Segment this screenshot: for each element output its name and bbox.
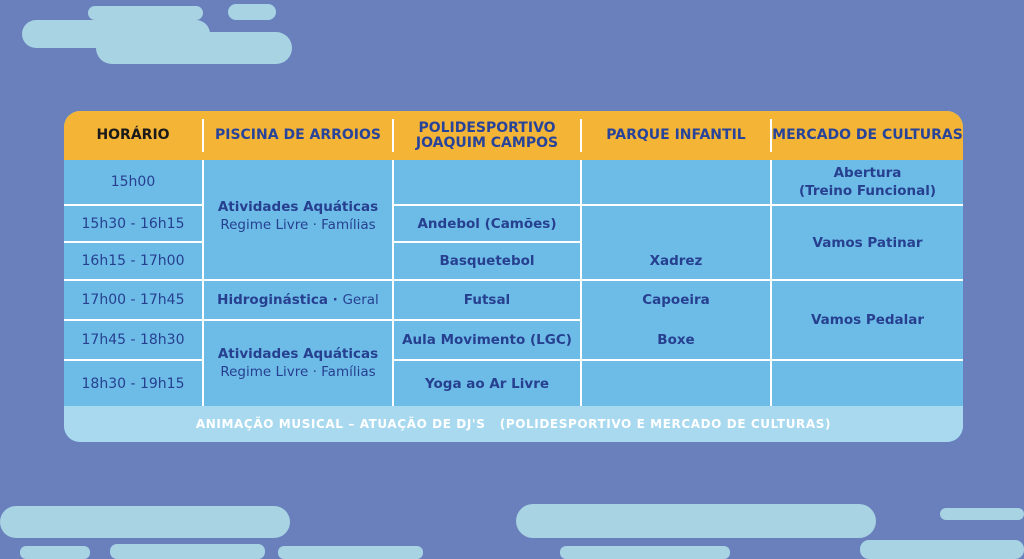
time-slot	[64, 361, 202, 406]
time-slot	[64, 321, 202, 359]
schedule-table	[64, 111, 963, 442]
header-divider	[202, 119, 204, 152]
cloud-decoration	[96, 32, 292, 64]
header-mercado-label: MERCADO DE CULTURAS	[772, 127, 963, 143]
activity-title: Yoga ao Ar Livre	[424, 375, 550, 392]
cloud-decoration	[516, 504, 876, 538]
hidro-line	[217, 291, 379, 309]
bullet-separator: ·	[327, 292, 343, 308]
cloud-decoration	[560, 546, 730, 559]
header-time-label: HORÁRIO	[96, 127, 170, 143]
activity-title: Atividades Aquáticas	[217, 199, 379, 215]
poli-aula-movimento	[394, 321, 580, 359]
activity-title: Andebol (Camões)	[417, 215, 557, 232]
header-piscina	[204, 111, 392, 160]
time-slot	[64, 243, 202, 279]
footer-banner	[64, 406, 963, 442]
header-polidesportivo	[394, 111, 580, 160]
activity-subtitle: (Treino Funcional)	[798, 183, 937, 199]
time-label: 15h00	[110, 174, 156, 190]
activity-title: Atividades Aquáticas	[217, 346, 379, 362]
parque-boxe	[582, 321, 770, 359]
activity-title: Hidroginástica	[217, 292, 328, 308]
mercado-patinar	[772, 206, 963, 279]
activity-title: Vamos Patinar	[812, 234, 923, 251]
footer-text: ANIMAÇÃO MUSICAL – ATUAÇÃO DE DJ'S (POLIDESPORTIVO E MERCADO DE CULTURAS)	[195, 417, 832, 431]
header-divider	[580, 119, 582, 152]
header-poli-line1: POLIDESPORTIVO	[418, 119, 556, 136]
header-poli-line2: JOAQUIM CAMPOS	[415, 134, 559, 151]
poli-futsal	[394, 281, 580, 319]
row-divider	[582, 359, 770, 361]
time-label: 15h30 - 16h15	[81, 215, 185, 232]
header-divider	[770, 119, 772, 152]
time-slot	[64, 281, 202, 319]
cloud-decoration	[110, 544, 265, 559]
header-mercado	[772, 111, 963, 160]
piscina-activity	[204, 327, 392, 399]
time-slot	[64, 160, 202, 204]
activity-title: Basquetebol	[439, 253, 535, 269]
activity-title: Vamos Pedalar	[810, 312, 925, 328]
cloud-decoration	[88, 6, 203, 20]
poli-yoga	[394, 361, 580, 406]
parque-xadrez	[582, 243, 770, 279]
cloud-decoration	[278, 546, 423, 559]
mercado-pedalar	[772, 281, 963, 359]
mercado-abertura	[772, 160, 963, 204]
activity-title: Futsal	[463, 292, 511, 308]
time-label: 18h30 - 19h15	[81, 375, 185, 392]
row-divider	[772, 359, 963, 361]
time-slot	[64, 206, 202, 241]
cloud-decoration	[20, 546, 90, 559]
row-divider	[582, 204, 770, 206]
time-label: 16h15 - 17h00	[81, 253, 185, 269]
cloud-decoration	[940, 508, 1024, 520]
poli-andebol	[394, 206, 580, 241]
cloud-decoration	[860, 540, 1024, 559]
activity-title: Abertura	[833, 165, 902, 181]
header-time	[64, 111, 202, 160]
piscina-hidroginastica	[204, 281, 392, 319]
activity-subtitle: Regime Livre · Famílias	[220, 217, 376, 233]
header-parque	[582, 111, 770, 160]
row-divider	[204, 319, 392, 321]
activity-title: Capoeira	[642, 292, 710, 308]
header-divider	[392, 119, 394, 152]
parque-capoeira	[582, 281, 770, 319]
poli-basquetebol	[394, 243, 580, 279]
activity-subtitle: Geral	[342, 292, 379, 308]
piscina-activity	[204, 183, 392, 249]
cloud-decoration	[228, 4, 276, 20]
cloud-decoration	[0, 506, 290, 538]
activity-title: Boxe	[657, 332, 695, 348]
activity-title: Xadrez	[649, 253, 703, 269]
header-parque-label: PARQUE INFANTIL	[606, 127, 746, 143]
time-label: 17h45 - 18h30	[81, 332, 185, 348]
header-piscina-label: PISCINA DE ARROIOS	[214, 127, 381, 143]
activity-subtitle: Regime Livre · Famílias	[220, 364, 376, 380]
activity-title: Aula Movimento (LGC)	[402, 332, 572, 348]
time-label: 17h00 - 17h45	[81, 292, 185, 308]
